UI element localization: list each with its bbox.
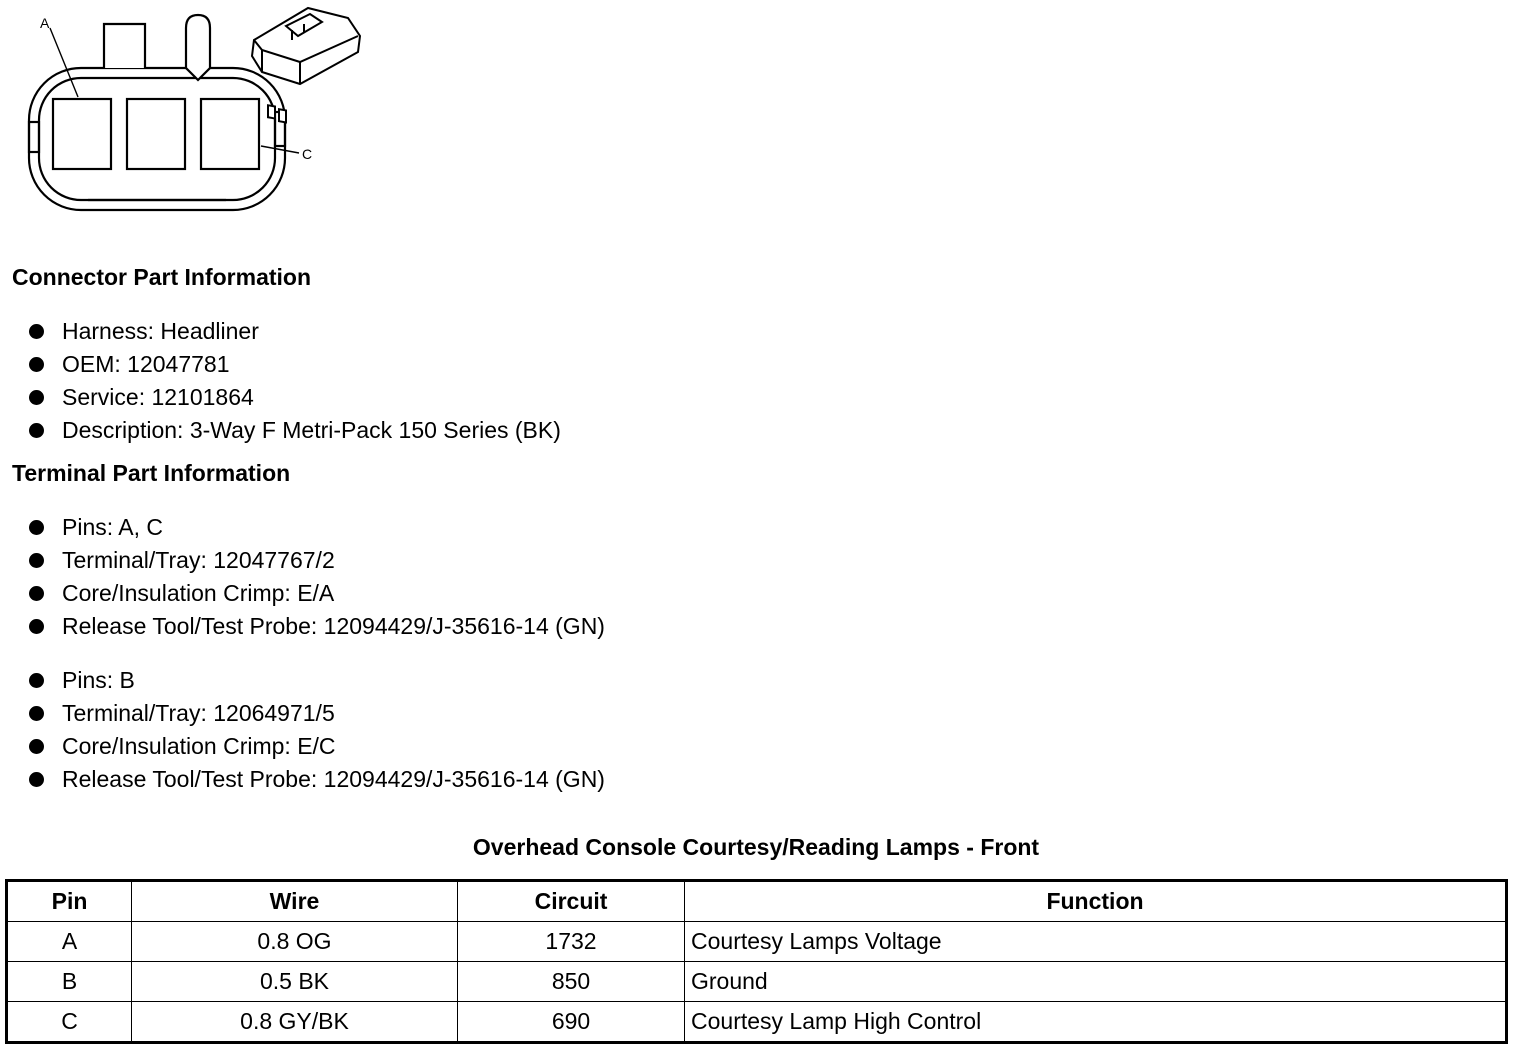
pins-text: Pins: A, C bbox=[62, 514, 163, 540]
table-header-row bbox=[7, 881, 1507, 922]
connector-part-heading: Connector Part Information bbox=[12, 264, 312, 290]
release-tool-text: Release Tool/Test Probe: 12094429/J-35616-14 (GN) bbox=[62, 613, 605, 639]
crimp-text: Core/Insulation Crimp: E/C bbox=[62, 733, 336, 759]
cell-pin: A bbox=[7, 922, 132, 962]
bullet-icon bbox=[29, 739, 44, 754]
cell-wire: 0.5 BK bbox=[132, 962, 458, 1002]
list-item bbox=[0, 763, 605, 796]
header-pin: Pin bbox=[7, 881, 132, 922]
list-item bbox=[0, 348, 561, 381]
list-item bbox=[0, 381, 561, 414]
cavity-c bbox=[201, 99, 259, 169]
harness-text: Harness: Headliner bbox=[62, 318, 259, 344]
list-item bbox=[0, 414, 561, 447]
terminal-tray-text: Terminal/Tray: 12047767/2 bbox=[62, 547, 335, 573]
cell-wire: 0.8 GY/BK bbox=[132, 1002, 458, 1043]
list-item bbox=[0, 730, 605, 763]
header-circuit: Circuit bbox=[458, 881, 685, 922]
cell-pin: C bbox=[7, 1002, 132, 1043]
bullet-icon bbox=[29, 586, 44, 601]
pins-text: Pins: B bbox=[62, 667, 135, 693]
header-wire: Wire bbox=[132, 881, 458, 922]
bullet-icon bbox=[29, 553, 44, 568]
lock-tab bbox=[104, 24, 145, 68]
bullet-icon bbox=[29, 673, 44, 688]
release-tool-text: Release Tool/Test Probe: 12094429/J-35616-14 (GN) bbox=[62, 766, 605, 792]
list-item bbox=[0, 544, 605, 577]
cavity-b bbox=[127, 99, 185, 169]
description-text: Description: 3-Way F Metri-Pack 150 Series (BK) bbox=[62, 417, 561, 443]
table-row bbox=[7, 962, 1507, 1002]
list-item bbox=[0, 315, 561, 348]
crimp-text: Core/Insulation Crimp: E/A bbox=[62, 580, 335, 606]
cell-function: Courtesy Lamp High Control bbox=[685, 1002, 1507, 1043]
terminal-group-b bbox=[0, 664, 605, 796]
table-row bbox=[7, 922, 1507, 962]
terminal-group-ac bbox=[0, 511, 605, 643]
table-title: Overhead Console Courtesy/Reading Lamps - Front bbox=[472, 834, 1040, 860]
bullet-icon bbox=[29, 706, 44, 721]
cavity-a bbox=[53, 99, 111, 169]
header-function: Function bbox=[685, 881, 1507, 922]
pinout-table bbox=[5, 879, 1508, 1044]
connector-part-list bbox=[0, 315, 561, 447]
key-tab bbox=[186, 15, 210, 80]
connector-thumbnail bbox=[252, 8, 360, 122]
bullet-icon bbox=[29, 324, 44, 339]
oem-text: OEM: 12047781 bbox=[62, 351, 230, 377]
cell-function: Courtesy Lamps Voltage bbox=[685, 922, 1507, 962]
list-item bbox=[0, 664, 605, 697]
list-item bbox=[0, 577, 605, 610]
bullet-icon bbox=[29, 520, 44, 535]
list-item bbox=[0, 511, 605, 544]
bullet-icon bbox=[29, 390, 44, 405]
cell-pin: B bbox=[7, 962, 132, 1002]
bullet-icon bbox=[29, 357, 44, 372]
terminal-part-heading: Terminal Part Information bbox=[12, 460, 291, 486]
bullet-icon bbox=[29, 423, 44, 438]
list-item bbox=[0, 610, 605, 643]
cavity-label-c: C bbox=[302, 146, 313, 162]
cell-function: Ground bbox=[685, 962, 1507, 1002]
cell-wire: 0.8 OG bbox=[132, 922, 458, 962]
cell-circuit: 1732 bbox=[458, 922, 685, 962]
table-row bbox=[7, 1002, 1507, 1043]
connector-diagram bbox=[0, 0, 380, 225]
list-item bbox=[0, 697, 605, 730]
terminal-tray-text: Terminal/Tray: 12064971/5 bbox=[62, 700, 335, 726]
service-text: Service: 12101864 bbox=[62, 384, 254, 410]
cell-circuit: 690 bbox=[458, 1002, 685, 1043]
bullet-icon bbox=[29, 772, 44, 787]
cell-circuit: 850 bbox=[458, 962, 685, 1002]
bullet-icon bbox=[29, 619, 44, 634]
cavity-label-a: A bbox=[40, 15, 50, 31]
